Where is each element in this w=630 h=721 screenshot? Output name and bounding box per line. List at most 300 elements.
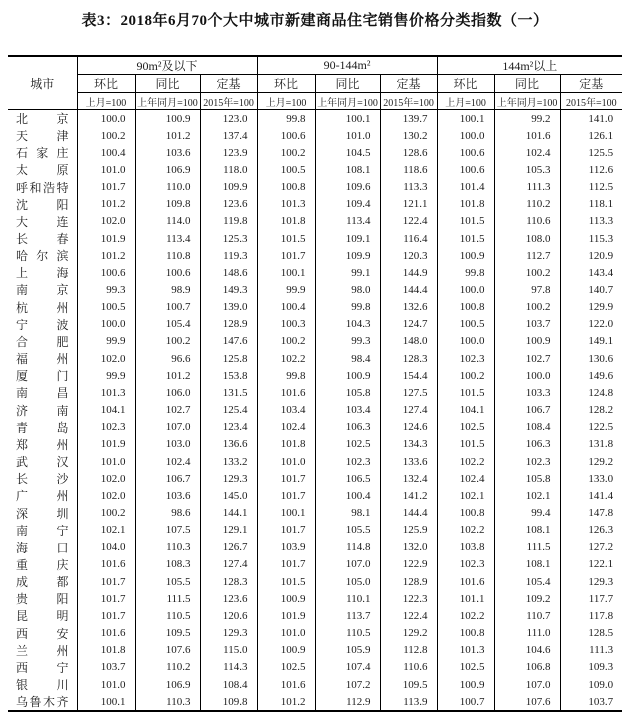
value-cell-144above-yoy: 99.2 bbox=[494, 110, 560, 128]
value-cell-90-144-base: 118.6 bbox=[380, 161, 437, 178]
value-cell-90-144-yoy: 107.2 bbox=[315, 676, 380, 693]
value-cell-144above-yoy: 105.8 bbox=[494, 470, 560, 487]
value-cell-144above-yoy: 110.6 bbox=[494, 213, 560, 230]
value-cell-144above-base: 118.1 bbox=[560, 196, 622, 213]
value-cell-90-144-mom: 102.4 bbox=[257, 419, 315, 436]
value-cell-144above-base: 109.3 bbox=[560, 659, 622, 676]
value-cell-90-144-mom: 101.6 bbox=[257, 676, 315, 693]
value-cell-144above-mom: 101.4 bbox=[437, 178, 494, 195]
value-cell-144above-yoy: 100.2 bbox=[494, 264, 560, 281]
unit-header-base: 2015年=100 bbox=[560, 93, 622, 110]
value-cell-90-144-yoy: 109.6 bbox=[315, 178, 380, 195]
value-cell-90-144-base: 121.1 bbox=[380, 196, 437, 213]
value-cell-144above-mom: 100.9 bbox=[437, 676, 494, 693]
value-cell-144above-yoy: 112.7 bbox=[494, 247, 560, 264]
value-cell-144above-base: 112.6 bbox=[560, 161, 622, 178]
value-cell-90-144-yoy: 113.7 bbox=[315, 607, 380, 624]
city-name: 西安 bbox=[16, 626, 69, 641]
value-cell-144above-mom: 101.3 bbox=[437, 642, 494, 659]
group-header-144-and-above: 144m²以上 bbox=[437, 56, 622, 75]
value-cell-90below-base: 108.4 bbox=[200, 676, 257, 693]
value-cell-90below-yoy: 103.6 bbox=[135, 144, 200, 161]
value-cell-144above-base: 130.6 bbox=[560, 350, 622, 367]
value-cell-144above-mom: 101.5 bbox=[437, 384, 494, 401]
value-cell-144above-yoy: 108.0 bbox=[494, 230, 560, 247]
value-cell-144above-mom: 100.8 bbox=[437, 299, 494, 316]
value-cell-90below-base: 149.3 bbox=[200, 281, 257, 298]
city-name: 深圳 bbox=[16, 506, 69, 521]
value-cell-144above-yoy: 101.6 bbox=[494, 127, 560, 144]
value-cell-90below-mom: 101.0 bbox=[77, 453, 135, 470]
value-cell-90below-base: 115.0 bbox=[200, 642, 257, 659]
value-cell-90below-mom: 100.2 bbox=[77, 127, 135, 144]
value-cell-90-144-base: 113.3 bbox=[380, 178, 437, 195]
value-cell-144above-mom: 100.9 bbox=[437, 247, 494, 264]
value-cell-144above-base: 129.3 bbox=[560, 573, 622, 590]
value-cell-90-144-base: 141.2 bbox=[380, 487, 437, 504]
value-cell-90-144-base: 144.4 bbox=[380, 281, 437, 298]
value-cell-90below-base: 127.4 bbox=[200, 556, 257, 573]
value-cell-144above-mom: 100.2 bbox=[437, 367, 494, 384]
value-cell-90below-base: 129.3 bbox=[200, 470, 257, 487]
value-cell-144above-mom: 102.3 bbox=[437, 350, 494, 367]
value-cell-144above-mom: 101.5 bbox=[437, 213, 494, 230]
city-name: 南宁 bbox=[16, 523, 69, 538]
value-cell-144above-base: 117.8 bbox=[560, 607, 622, 624]
value-cell-144above-yoy: 100.2 bbox=[494, 299, 560, 316]
value-cell-90-144-mom: 101.7 bbox=[257, 522, 315, 539]
value-cell-90-144-yoy: 99.1 bbox=[315, 264, 380, 281]
value-cell-90-144-yoy: 101.0 bbox=[315, 127, 380, 144]
value-cell-90below-mom: 101.7 bbox=[77, 590, 135, 607]
value-cell-90-144-mom: 101.7 bbox=[257, 556, 315, 573]
value-cell-144above-base: 126.3 bbox=[560, 522, 622, 539]
value-cell-90-144-mom: 100.2 bbox=[257, 333, 315, 350]
value-cell-90-144-base: 122.4 bbox=[380, 607, 437, 624]
value-cell-144above-base: 126.1 bbox=[560, 127, 622, 144]
table-row bbox=[8, 659, 622, 676]
value-cell-144above-base: 149.6 bbox=[560, 367, 622, 384]
value-cell-144above-base: 133.0 bbox=[560, 470, 622, 487]
value-cell-144above-base: 103.7 bbox=[560, 693, 622, 711]
sub-header-base: 定基 bbox=[200, 75, 257, 93]
table-row bbox=[8, 487, 622, 504]
value-cell-144above-yoy: 108.1 bbox=[494, 556, 560, 573]
value-cell-90below-mom: 101.0 bbox=[77, 676, 135, 693]
value-cell-90below-yoy: 98.6 bbox=[135, 504, 200, 521]
value-cell-144above-mom: 100.5 bbox=[437, 316, 494, 333]
value-cell-144above-yoy: 108.4 bbox=[494, 419, 560, 436]
value-cell-90-144-mom: 101.0 bbox=[257, 453, 315, 470]
group-header-90-144: 90-144m² bbox=[257, 56, 437, 75]
value-cell-144above-yoy: 111.3 bbox=[494, 178, 560, 195]
value-cell-90below-mom: 101.0 bbox=[77, 161, 135, 178]
city-name: 银川 bbox=[16, 678, 69, 693]
value-cell-90below-yoy: 105.5 bbox=[135, 573, 200, 590]
value-cell-90below-yoy: 106.9 bbox=[135, 161, 200, 178]
value-cell-90-144-base: 113.9 bbox=[380, 693, 437, 711]
value-cell-90-144-yoy: 106.3 bbox=[315, 419, 380, 436]
value-cell-90-144-mom: 101.8 bbox=[257, 213, 315, 230]
sub-header-base: 定基 bbox=[380, 75, 437, 93]
value-cell-144above-yoy: 103.3 bbox=[494, 384, 560, 401]
value-cell-90below-yoy: 109.8 bbox=[135, 196, 200, 213]
value-cell-90-144-yoy: 106.5 bbox=[315, 470, 380, 487]
table-row bbox=[8, 539, 622, 556]
table-row bbox=[8, 264, 622, 281]
value-cell-90-144-mom: 100.9 bbox=[257, 642, 315, 659]
value-cell-144above-base: 143.4 bbox=[560, 264, 622, 281]
value-cell-90-144-base: 144.9 bbox=[380, 264, 437, 281]
value-cell-90-144-yoy: 100.1 bbox=[315, 110, 380, 128]
table-row bbox=[8, 522, 622, 539]
value-cell-90below-base: 125.4 bbox=[200, 402, 257, 419]
value-cell-90below-yoy: 109.5 bbox=[135, 625, 200, 642]
value-cell-90below-yoy: 110.5 bbox=[135, 607, 200, 624]
value-cell-144above-base: 111.3 bbox=[560, 642, 622, 659]
city-name: 厦门 bbox=[16, 369, 69, 384]
value-cell-90-144-yoy: 107.4 bbox=[315, 659, 380, 676]
table-row bbox=[8, 676, 622, 693]
value-cell-90-144-mom: 101.8 bbox=[257, 436, 315, 453]
value-cell-90-144-yoy: 103.4 bbox=[315, 402, 380, 419]
unit-header-yoy: 上年同月=100 bbox=[315, 93, 380, 110]
value-cell-90below-yoy: 106.7 bbox=[135, 470, 200, 487]
city-name: 石家庄 bbox=[16, 146, 69, 161]
value-cell-144above-mom: 100.8 bbox=[437, 625, 494, 642]
value-cell-90-144-base: 110.6 bbox=[380, 659, 437, 676]
value-cell-90-144-yoy: 100.4 bbox=[315, 487, 380, 504]
value-cell-90below-base: 144.1 bbox=[200, 504, 257, 521]
value-cell-90-144-mom: 103.9 bbox=[257, 539, 315, 556]
city-name: 青岛 bbox=[16, 420, 69, 435]
city-name: 上海 bbox=[16, 266, 69, 281]
city-name: 沈阳 bbox=[16, 197, 69, 212]
city-name: 济南 bbox=[16, 403, 69, 418]
value-cell-90below-yoy: 110.2 bbox=[135, 659, 200, 676]
value-cell-90-144-yoy: 114.8 bbox=[315, 539, 380, 556]
value-cell-144above-mom: 104.1 bbox=[437, 402, 494, 419]
value-cell-144above-base: 125.5 bbox=[560, 144, 622, 161]
value-cell-144above-yoy: 103.7 bbox=[494, 316, 560, 333]
value-cell-90-144-yoy: 105.5 bbox=[315, 522, 380, 539]
value-cell-90-144-mom: 103.4 bbox=[257, 402, 315, 419]
value-cell-90below-mom: 102.0 bbox=[77, 213, 135, 230]
table-row bbox=[8, 281, 622, 298]
value-cell-90-144-mom: 100.4 bbox=[257, 299, 315, 316]
sub-header-mom: 环比 bbox=[257, 75, 315, 93]
table-row bbox=[8, 573, 622, 590]
value-cell-90-144-base: 125.9 bbox=[380, 522, 437, 539]
city-name: 呼和浩特 bbox=[16, 180, 69, 195]
value-cell-90-144-base: 130.2 bbox=[380, 127, 437, 144]
value-cell-90below-base: 129.1 bbox=[200, 522, 257, 539]
value-cell-144above-base: 141.0 bbox=[560, 110, 622, 128]
value-cell-90below-mom: 104.1 bbox=[77, 402, 135, 419]
value-cell-90-144-mom: 102.2 bbox=[257, 350, 315, 367]
value-cell-144above-mom: 101.5 bbox=[437, 230, 494, 247]
value-cell-144above-mom: 102.2 bbox=[437, 607, 494, 624]
value-cell-90below-yoy: 101.2 bbox=[135, 367, 200, 384]
price-index-table bbox=[8, 55, 622, 712]
value-cell-90below-base: 109.8 bbox=[200, 693, 257, 711]
value-cell-90below-base: 123.4 bbox=[200, 419, 257, 436]
value-cell-144above-yoy: 106.3 bbox=[494, 436, 560, 453]
value-cell-90-144-mom: 101.6 bbox=[257, 384, 315, 401]
city-name: 合肥 bbox=[16, 334, 69, 349]
value-cell-90below-yoy: 103.6 bbox=[135, 487, 200, 504]
value-cell-90-144-mom: 101.2 bbox=[257, 693, 315, 711]
value-cell-90-144-mom: 101.7 bbox=[257, 247, 315, 264]
value-cell-144above-base: 149.1 bbox=[560, 333, 622, 350]
value-cell-90-144-yoy: 102.3 bbox=[315, 453, 380, 470]
value-cell-144above-yoy: 107.0 bbox=[494, 676, 560, 693]
value-cell-90-144-yoy: 108.1 bbox=[315, 161, 380, 178]
value-cell-90-144-base: 109.5 bbox=[380, 676, 437, 693]
value-cell-90-144-yoy: 113.4 bbox=[315, 213, 380, 230]
value-cell-90below-mom: 100.0 bbox=[77, 110, 135, 128]
value-cell-144above-mom: 102.5 bbox=[437, 659, 494, 676]
table-body bbox=[8, 110, 622, 712]
table-row bbox=[8, 504, 622, 521]
value-cell-90-144-base: 139.7 bbox=[380, 110, 437, 128]
value-cell-90below-mom: 101.6 bbox=[77, 625, 135, 642]
city-name: 昆明 bbox=[16, 609, 69, 624]
table-row bbox=[8, 625, 622, 642]
value-cell-90-144-mom: 101.7 bbox=[257, 470, 315, 487]
value-cell-90below-base: 148.6 bbox=[200, 264, 257, 281]
value-cell-144above-base: 122.1 bbox=[560, 556, 622, 573]
value-cell-90below-mom: 103.7 bbox=[77, 659, 135, 676]
unit-header-yoy: 上年同月=100 bbox=[135, 93, 200, 110]
city-column-header: 城市 bbox=[8, 56, 77, 110]
value-cell-90below-mom: 101.3 bbox=[77, 384, 135, 401]
value-cell-90below-yoy: 107.6 bbox=[135, 642, 200, 659]
value-cell-90-144-yoy: 99.3 bbox=[315, 333, 380, 350]
value-cell-90below-base: 128.3 bbox=[200, 573, 257, 590]
sub-header-base: 定基 bbox=[560, 75, 622, 93]
table-row bbox=[8, 470, 622, 487]
value-cell-144above-yoy: 108.1 bbox=[494, 522, 560, 539]
value-cell-90below-yoy: 102.7 bbox=[135, 402, 200, 419]
city-name: 贵阳 bbox=[16, 592, 69, 607]
value-cell-90-144-base: 120.3 bbox=[380, 247, 437, 264]
value-cell-90below-yoy: 102.4 bbox=[135, 453, 200, 470]
table-row bbox=[8, 693, 622, 711]
value-cell-144above-mom: 102.4 bbox=[437, 470, 494, 487]
value-cell-90below-mom: 102.3 bbox=[77, 419, 135, 436]
value-cell-90-144-yoy: 105.8 bbox=[315, 384, 380, 401]
value-cell-90below-mom: 100.6 bbox=[77, 264, 135, 281]
city-name: 武汉 bbox=[16, 455, 69, 470]
value-cell-90-144-base: 124.6 bbox=[380, 419, 437, 436]
value-cell-90-144-base: 132.6 bbox=[380, 299, 437, 316]
table-title: 表3：2018年6月70个大中城市新建商品住宅销售价格分类指数（一） bbox=[81, 13, 549, 29]
value-cell-144above-mom: 102.5 bbox=[437, 419, 494, 436]
value-cell-90-144-yoy: 104.5 bbox=[315, 144, 380, 161]
value-cell-90below-mom: 102.0 bbox=[77, 350, 135, 367]
value-cell-90below-base: 139.0 bbox=[200, 299, 257, 316]
value-cell-90below-mom: 101.7 bbox=[77, 178, 135, 195]
table-row bbox=[8, 436, 622, 453]
value-cell-90below-base: 147.6 bbox=[200, 333, 257, 350]
value-cell-90below-mom: 99.3 bbox=[77, 281, 135, 298]
value-cell-144above-mom: 100.1 bbox=[437, 110, 494, 128]
city-name: 重庆 bbox=[16, 557, 69, 572]
value-cell-144above-mom: 100.0 bbox=[437, 127, 494, 144]
value-cell-90below-mom: 104.0 bbox=[77, 539, 135, 556]
value-cell-90below-mom: 102.0 bbox=[77, 470, 135, 487]
table-header bbox=[8, 56, 622, 110]
value-cell-90below-mom: 100.1 bbox=[77, 693, 135, 711]
city-name: 海口 bbox=[16, 540, 69, 555]
value-cell-144above-mom: 100.6 bbox=[437, 161, 494, 178]
value-cell-144above-base: 128.2 bbox=[560, 402, 622, 419]
value-cell-90below-base: 153.8 bbox=[200, 367, 257, 384]
value-cell-90below-yoy: 106.9 bbox=[135, 676, 200, 693]
value-cell-90below-yoy: 107.5 bbox=[135, 522, 200, 539]
value-cell-90below-yoy: 107.0 bbox=[135, 419, 200, 436]
value-cell-90below-base: 123.0 bbox=[200, 110, 257, 128]
value-cell-90-144-mom: 100.2 bbox=[257, 144, 315, 161]
value-cell-90below-mom: 99.9 bbox=[77, 333, 135, 350]
value-cell-144above-mom: 100.0 bbox=[437, 333, 494, 350]
value-cell-144above-mom: 101.6 bbox=[437, 573, 494, 590]
table-row bbox=[8, 384, 622, 401]
value-cell-144above-mom: 102.2 bbox=[437, 453, 494, 470]
value-cell-90-144-yoy: 109.9 bbox=[315, 247, 380, 264]
value-cell-90-144-yoy: 110.5 bbox=[315, 625, 380, 642]
value-cell-144above-yoy: 109.2 bbox=[494, 590, 560, 607]
value-cell-90below-yoy: 96.6 bbox=[135, 350, 200, 367]
value-cell-90-144-mom: 102.5 bbox=[257, 659, 315, 676]
table-row bbox=[8, 127, 622, 144]
value-cell-90below-yoy: 100.9 bbox=[135, 110, 200, 128]
value-cell-144above-yoy: 106.7 bbox=[494, 402, 560, 419]
table-row bbox=[8, 178, 622, 195]
value-cell-144above-mom: 100.8 bbox=[437, 504, 494, 521]
value-cell-90below-yoy: 98.9 bbox=[135, 281, 200, 298]
value-cell-144above-base: 140.7 bbox=[560, 281, 622, 298]
value-cell-144above-mom: 100.7 bbox=[437, 693, 494, 711]
value-cell-90below-yoy: 110.0 bbox=[135, 178, 200, 195]
city-name: 南昌 bbox=[16, 386, 69, 401]
value-cell-90below-base: 109.9 bbox=[200, 178, 257, 195]
value-cell-90-144-base: 124.7 bbox=[380, 316, 437, 333]
value-cell-90-144-base: 127.5 bbox=[380, 384, 437, 401]
value-cell-90-144-yoy: 99.8 bbox=[315, 299, 380, 316]
value-cell-90-144-base: 122.9 bbox=[380, 556, 437, 573]
value-cell-144above-yoy: 102.7 bbox=[494, 350, 560, 367]
value-cell-90-144-yoy: 102.5 bbox=[315, 436, 380, 453]
value-cell-90below-base: 120.6 bbox=[200, 607, 257, 624]
table-row bbox=[8, 453, 622, 470]
table-row bbox=[8, 642, 622, 659]
value-cell-90-144-base: 116.4 bbox=[380, 230, 437, 247]
value-cell-90below-base: 133.2 bbox=[200, 453, 257, 470]
value-cell-90below-base: 131.5 bbox=[200, 384, 257, 401]
table-row bbox=[8, 213, 622, 230]
value-cell-90below-mom: 101.9 bbox=[77, 436, 135, 453]
city-name: 哈尔滨 bbox=[16, 249, 69, 264]
value-cell-90below-mom: 101.8 bbox=[77, 642, 135, 659]
value-cell-90below-yoy: 114.0 bbox=[135, 213, 200, 230]
city-name: 兰州 bbox=[16, 643, 69, 658]
value-cell-90below-yoy: 100.6 bbox=[135, 264, 200, 281]
value-cell-144above-mom: 100.0 bbox=[437, 281, 494, 298]
value-cell-144above-base: 129.2 bbox=[560, 453, 622, 470]
value-cell-144above-base: 128.5 bbox=[560, 625, 622, 642]
value-cell-90-144-mom: 100.5 bbox=[257, 161, 315, 178]
value-cell-144above-yoy: 99.4 bbox=[494, 504, 560, 521]
value-cell-90-144-yoy: 98.0 bbox=[315, 281, 380, 298]
value-cell-90below-yoy: 113.4 bbox=[135, 230, 200, 247]
sub-header-yoy: 同比 bbox=[135, 75, 200, 93]
value-cell-90below-yoy: 106.0 bbox=[135, 384, 200, 401]
sub-header-mom: 环比 bbox=[437, 75, 494, 93]
value-cell-90-144-mom: 101.9 bbox=[257, 607, 315, 624]
value-cell-90-144-yoy: 104.3 bbox=[315, 316, 380, 333]
unit-header-base: 2015年=100 bbox=[200, 93, 257, 110]
value-cell-90-144-base: 132.4 bbox=[380, 470, 437, 487]
value-cell-90-144-mom: 100.1 bbox=[257, 504, 315, 521]
value-cell-90-144-mom: 100.1 bbox=[257, 264, 315, 281]
value-cell-144above-yoy: 100.0 bbox=[494, 367, 560, 384]
city-name: 杭州 bbox=[16, 300, 69, 315]
value-cell-90below-base: 129.3 bbox=[200, 625, 257, 642]
value-cell-90below-yoy: 111.5 bbox=[135, 590, 200, 607]
value-cell-90-144-mom: 100.8 bbox=[257, 178, 315, 195]
value-cell-90-144-base: 154.4 bbox=[380, 367, 437, 384]
value-cell-90below-base: 119.3 bbox=[200, 247, 257, 264]
city-name: 天津 bbox=[16, 129, 69, 144]
value-cell-144above-mom: 102.2 bbox=[437, 522, 494, 539]
value-cell-90-144-yoy: 98.1 bbox=[315, 504, 380, 521]
value-cell-144above-base: 129.9 bbox=[560, 299, 622, 316]
table-row bbox=[8, 419, 622, 436]
value-cell-90-144-base: 122.3 bbox=[380, 590, 437, 607]
value-cell-90-144-base: 134.3 bbox=[380, 436, 437, 453]
city-name: 郑州 bbox=[16, 437, 69, 452]
value-cell-90below-base: 123.6 bbox=[200, 590, 257, 607]
table-row bbox=[8, 247, 622, 264]
value-cell-90below-base: 136.6 bbox=[200, 436, 257, 453]
city-name: 福州 bbox=[16, 352, 69, 367]
table-row bbox=[8, 230, 622, 247]
value-cell-90-144-yoy: 109.1 bbox=[315, 230, 380, 247]
value-cell-90-144-base: 128.9 bbox=[380, 573, 437, 590]
unit-header-row bbox=[8, 93, 622, 110]
city-name: 长沙 bbox=[16, 472, 69, 487]
value-cell-90below-yoy: 100.2 bbox=[135, 333, 200, 350]
value-cell-144above-base: 113.3 bbox=[560, 213, 622, 230]
value-cell-90-144-mom: 99.8 bbox=[257, 367, 315, 384]
value-cell-144above-yoy: 110.7 bbox=[494, 607, 560, 624]
value-cell-90-144-base: 128.6 bbox=[380, 144, 437, 161]
value-cell-144above-base: 124.8 bbox=[560, 384, 622, 401]
value-cell-90-144-mom: 101.3 bbox=[257, 196, 315, 213]
sub-header-row bbox=[8, 75, 622, 93]
city-name: 大连 bbox=[16, 214, 69, 229]
value-cell-90-144-yoy: 110.1 bbox=[315, 590, 380, 607]
value-cell-90below-yoy: 108.3 bbox=[135, 556, 200, 573]
value-cell-144above-mom: 101.8 bbox=[437, 196, 494, 213]
table-row bbox=[8, 316, 622, 333]
value-cell-144above-base: 122.5 bbox=[560, 419, 622, 436]
table-row bbox=[8, 161, 622, 178]
value-cell-90below-mom: 102.0 bbox=[77, 487, 135, 504]
table-row bbox=[8, 590, 622, 607]
